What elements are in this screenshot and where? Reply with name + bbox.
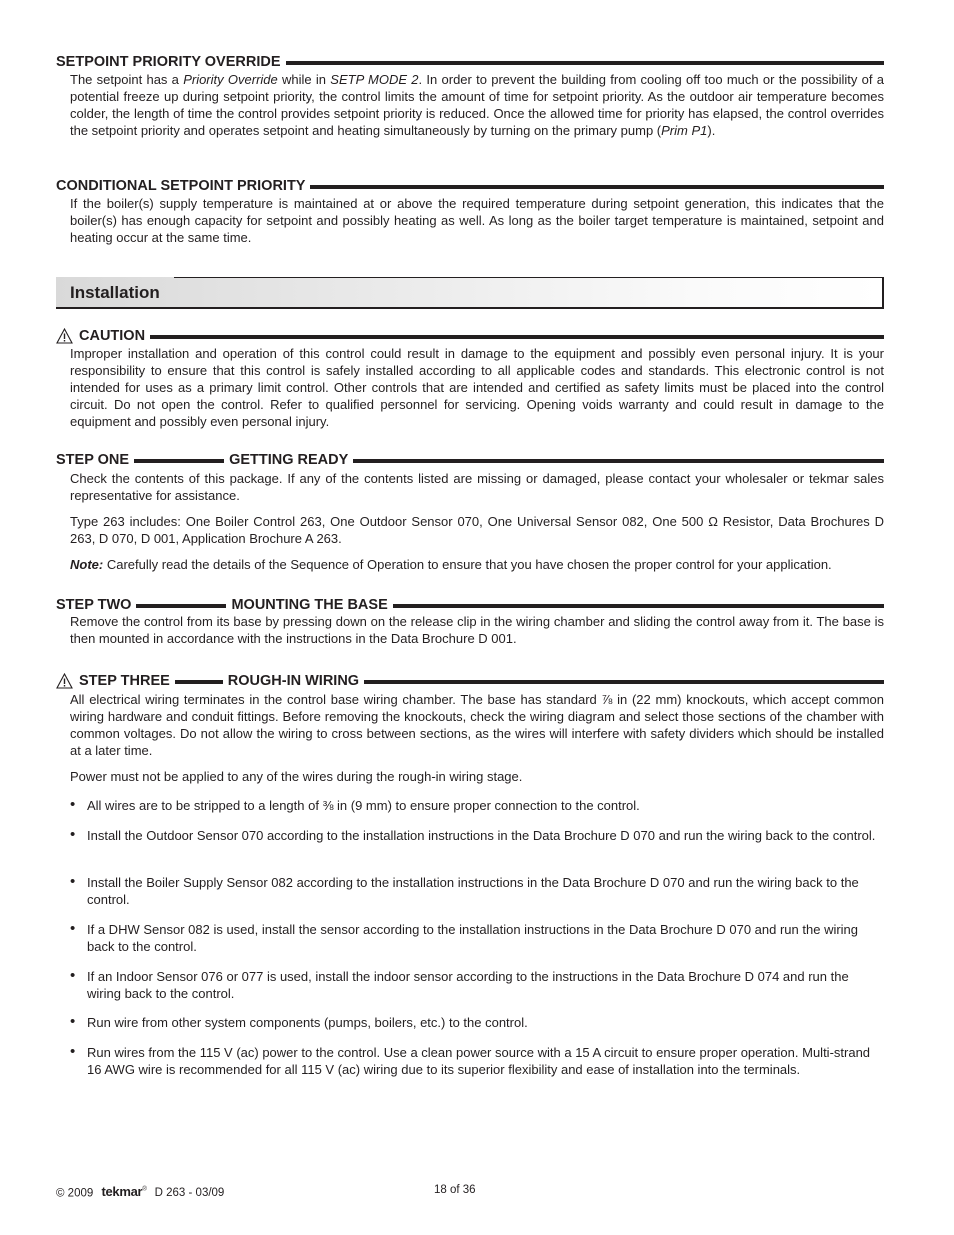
step-label: STEP THREE (79, 673, 170, 689)
setpoint-priority-override-body: The setpoint has a Priority Override while in SETP MODE 2. In order to prevent the building from cooling off too much or the possibility of a potential freeze up during setpoint priority, the control limits the amount of time for setpoint priority. As the outdoor air temperature becomes colder, the length of time the control provides setpoint priority is reduced. Once the allowed time for priority has elapsed, the control overrides the setpoint priority and operates setpoint and heating simultaneously by turning on the primary pump (Prim P1). (70, 72, 884, 138)
bullet-dot: • (70, 1013, 76, 1030)
list-item: • If a DHW Sensor 082 is used, install the sensor according to the installation instructions in the Data Brochure D 070 and run the wiring back to the control. (70, 920, 859, 954)
caution-heading (56, 327, 884, 345)
step-title: ROUGH-IN WIRING (227, 673, 360, 689)
note-body: Carefully read the details of the Sequence of Operation to ensure that you have chosen the proper control for your application. (103, 557, 832, 572)
list-item: • Run wires from the 115 V (ac) power to the control. Use a clean power source with a 15 A circuit to ensure proper operation. Multi-strand 16 AWG wire is recommended for all 115 V (ac) wiring due to its superior flexibility and ease of installation into the terminals. (70, 1043, 871, 1077)
bullet-dot: • (70, 967, 76, 984)
caution-body: Improper installation and operation of this control could result in damage to the equipment and possibly even personal injury. It is your responsibility to ensure that this control is safely installed according to all applicable codes and standards. This electronic control is not intended for uses as a primary limit control. Other controls that are intended and certified as safety limits must be placed into the control circuit. Do not open the control. Refer to qualified personnel for servicing. Opening voids warranty and could result in damage to the equipment and possibly even personal injury. (70, 346, 884, 429)
heading-rule (286, 61, 884, 65)
page-number: 18 of 36 (434, 1184, 476, 1196)
heading-rule (393, 604, 884, 608)
step-three-body-1: All electrical wiring terminates in the control base wiring chamber. The base has standard ⅞ in (22 mm) knockouts, which accept common wiring hardware and conduit fittings. Before removing the knockouts, check the wiring diagram and select those sections of the chamber with common voltages. Do not allow the wiring to cross between sections, as the wires will interfere with safety dividers which should be installed at a later time. (70, 692, 884, 758)
step-label: STEP ONE (56, 452, 130, 468)
note-label: Note: (70, 557, 104, 572)
step-mid-rule (134, 459, 224, 463)
step-label: STEP TWO (56, 597, 132, 613)
conditional-setpoint-priority-heading (56, 177, 884, 195)
step-title: MOUNTING THE BASE (231, 597, 388, 613)
bullet-dot: • (70, 1043, 76, 1060)
step-one-body-2: Type 263 includes: One Boiler Control 263, One Outdoor Sensor 070, One Universal Sensor 082, One 500 Ω Resistor, Data Brochures D 263, D 070, D 001, Application Brochure A 263. (70, 514, 884, 546)
doc-id: D 263 - 03/09 (154, 1187, 225, 1200)
setpoint-priority-override-heading (56, 53, 884, 71)
step-two-body: Remove the control from its base by pressing down on the release clip in the wiring chamber and sliding the control away from it. The base is then mounted in accordance with the instructions in the Data Brochure D 001. (70, 614, 884, 646)
bullet-dot: • (70, 873, 76, 890)
step-one-note (70, 556, 884, 573)
section-bar-top-line (174, 277, 882, 278)
list-item: • If an Indoor Sensor 076 or 077 is used, install the indoor sensor according to the instructions in the Data Brochure D 074 and run the wiring back to the control. (70, 967, 849, 1001)
list-item: • All wires are to be stripped to a length of ⅜ in (9 mm) to ensure proper connection to the control. (70, 796, 640, 813)
footer-left (56, 1183, 224, 1200)
step-three-heading (56, 672, 884, 690)
tekmar-logo: tekmar® (101, 1184, 147, 1200)
step-mid-rule (175, 680, 223, 684)
step-three-body-2: Power must not be applied to any of the wires during the rough-in wiring stage. (70, 769, 523, 784)
bullet-dot: • (70, 920, 76, 937)
heading-text: SETPOINT PRIORITY OVERRIDE (56, 54, 281, 70)
installation-title: Installation (70, 283, 160, 302)
heading-rule (310, 185, 884, 189)
step-title: GETTING READY (229, 452, 349, 468)
list-item: • Install the Outdoor Sensor 070 according to the installation instructions in the Data Brochure D 070 and run the wiring back to the control. (70, 826, 876, 843)
step-mid-rule (136, 604, 226, 608)
installation-section-bar (56, 277, 884, 309)
list-item: • Install the Boiler Supply Sensor 082 according to the installation instructions in the Data Brochure D 070 and run the wiring back to the control. (70, 873, 859, 907)
heading-text: CONDITIONAL SETPOINT PRIORITY (56, 178, 306, 194)
bullet-dot: • (70, 826, 76, 843)
list-item: • Run wire from other system components (pumps, boilers, etc.) to the control. (70, 1013, 528, 1030)
warning-triangle-icon (56, 328, 73, 344)
conditional-setpoint-priority-body: If the boiler(s) supply temperature is maintained at or above the required temperature during setpoint generation, this indicates that the boiler(s) has enough capacity for setpoint and possibly heating as well. As long as the boiler target temperature is maintained, setpoint and heating occur at the same time. (70, 196, 884, 245)
bullet-dot: • (70, 796, 76, 813)
fraction: ⅞ (601, 692, 613, 707)
copyright: © 2009 (56, 1187, 94, 1200)
step-one-body-1: Check the contents of this package. If any of the contents listed are missing or damaged, please contact your wholesaler or tekmar sales representative for assistance. (70, 471, 884, 503)
heading-rule (364, 680, 884, 684)
step-one-heading (56, 451, 884, 469)
heading-rule (353, 459, 884, 463)
step-two-heading (56, 596, 884, 614)
warning-triangle-icon (56, 673, 73, 689)
heading-text: CAUTION (79, 328, 146, 344)
heading-rule (150, 335, 884, 339)
